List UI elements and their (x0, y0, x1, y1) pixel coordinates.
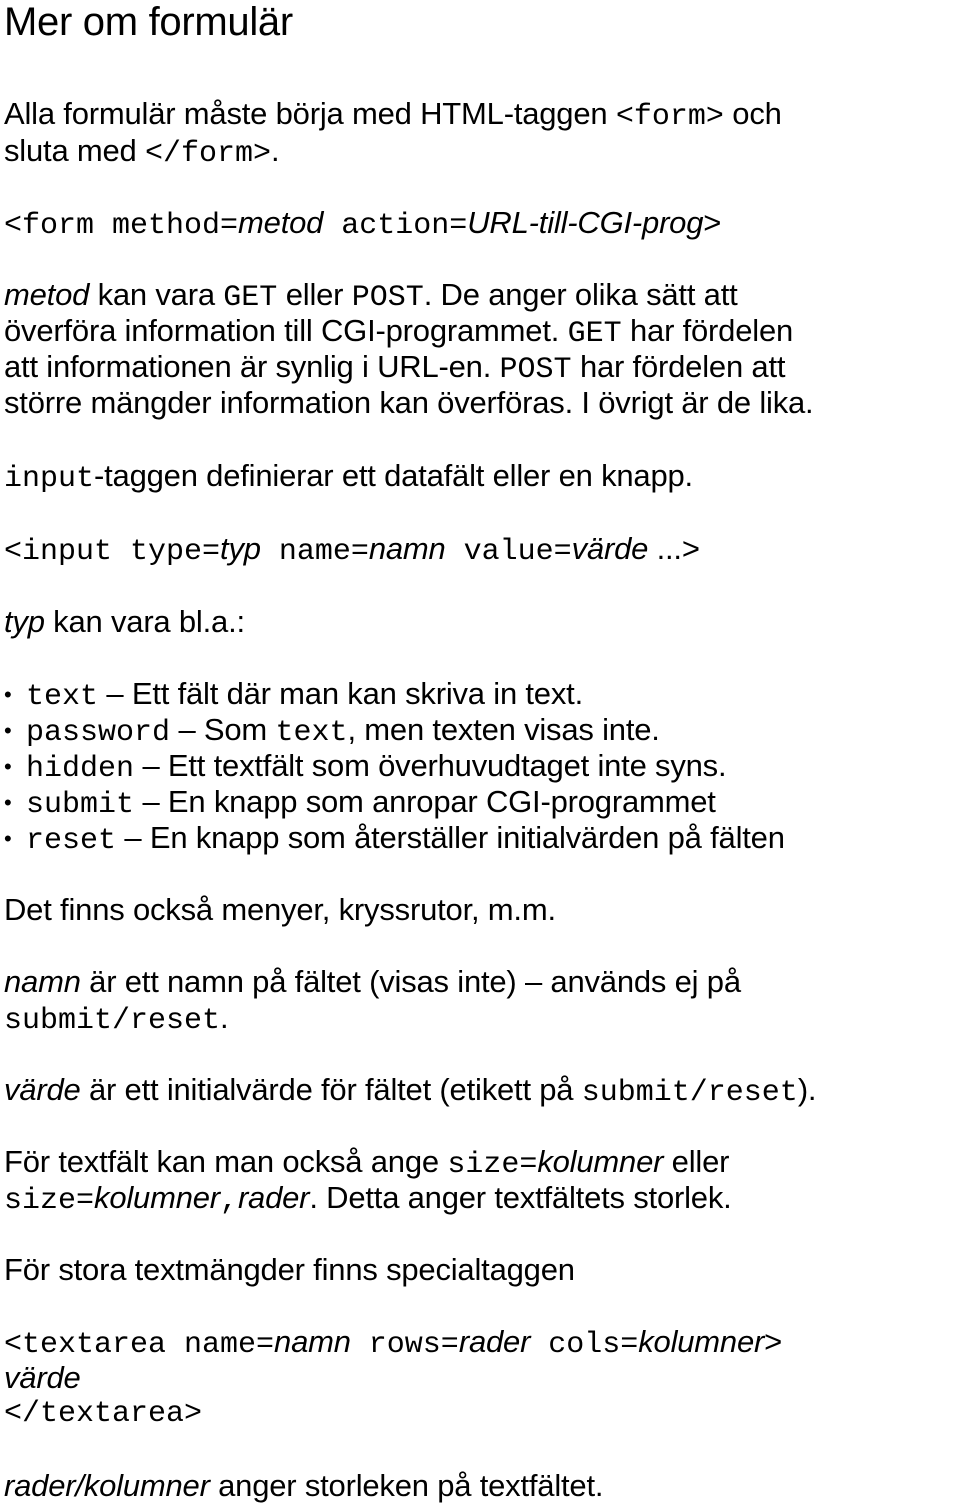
placeholder-namn: namn (368, 531, 446, 566)
text: > (703, 205, 722, 240)
text: – En knapp som anropar CGI-programmet (134, 784, 716, 819)
text: , men texten visas inte. (347, 712, 660, 747)
text: är ett initialvärde för fältet (etikett på (80, 1072, 582, 1107)
textarea-size-note (4, 1468, 603, 1504)
textarea-intro: För stora textmängder finns specialtaggen (4, 1252, 575, 1287)
code: value= (445, 535, 572, 569)
bullet-icon: • (4, 826, 12, 851)
code: cols= (530, 1328, 639, 1362)
namn-line-2 (4, 1000, 228, 1039)
typ-intro (4, 604, 245, 640)
code-type: submit (26, 788, 135, 822)
text: eller (663, 1144, 730, 1179)
text: är ett namn på fältet (visas inte) – används ej på (80, 964, 741, 999)
term-typ: typ (4, 604, 45, 639)
term-rader: rader (4, 1468, 76, 1503)
code-size: size= (447, 1148, 538, 1182)
method-line-3 (4, 349, 785, 388)
other-elements-note: Det finns också menyer, kryssrutor, m.m. (4, 892, 556, 927)
text: För textfält kan man också ange (4, 1144, 448, 1179)
intro-line-1 (4, 96, 782, 135)
code-type: text (26, 680, 99, 714)
placeholder-rader: rader (237, 1180, 310, 1215)
code: <form method= (4, 209, 239, 243)
text: anger storleken på textfältet. (209, 1468, 604, 1503)
code-submit-reset: submit/reset (581, 1076, 798, 1110)
slash: / (75, 1468, 84, 1503)
placeholder-typ: typ (220, 531, 261, 566)
code-get: GET (567, 317, 622, 351)
placeholder-varde: värde (571, 531, 649, 566)
text: och (723, 96, 782, 131)
text: – Som (170, 712, 276, 747)
bullet-icon: • (4, 790, 12, 815)
text: > (764, 1324, 783, 1359)
placeholder-kolumner: kolumner (94, 1180, 220, 1215)
placeholder-kolumner: kolumner (638, 1324, 765, 1359)
list-item (4, 784, 716, 823)
placeholder-kolumner: kolumner (537, 1144, 664, 1179)
text: . (220, 1000, 229, 1035)
placeholder-metod: metod (238, 205, 324, 240)
code-input: input (4, 462, 95, 496)
list-item (4, 676, 583, 715)
text: . De anger olika sätt att (423, 277, 738, 312)
text: ...> (648, 531, 700, 566)
code-type: hidden (26, 752, 135, 786)
text: sluta med (4, 133, 146, 168)
code-type: text (275, 716, 348, 750)
text: har fördelen (621, 313, 794, 348)
text: har fördelen att (571, 349, 786, 384)
code-size: size= (4, 1184, 95, 1218)
code-form-open: <form> (615, 100, 724, 134)
code-get: GET (223, 281, 278, 315)
term-metod: metod (4, 277, 90, 312)
text: – Ett textfält som överhuvudtaget inte syns. (134, 748, 727, 783)
textarea-syntax-line-1 (4, 1324, 782, 1363)
method-line-1 (4, 277, 738, 316)
list-item (4, 748, 726, 787)
text: ). (797, 1072, 817, 1107)
code: action= (323, 209, 468, 243)
text: kan vara bl.a.: (44, 604, 245, 639)
form-syntax (4, 205, 721, 244)
text: att informationen är synlig i URL-en. (4, 349, 500, 384)
bullet-icon: • (4, 754, 12, 779)
text: eller (277, 277, 352, 312)
code: <input type= (4, 535, 221, 569)
code: name= (260, 535, 369, 569)
textarea-syntax-line-3: </textarea> (4, 1397, 203, 1431)
namn-line-1 (4, 964, 741, 1000)
input-tag-description (4, 458, 693, 497)
code-comma: , (219, 1184, 238, 1218)
text: kan vara (89, 277, 224, 312)
text: . (271, 133, 280, 168)
text: . Detta anger textfältets storlek. (309, 1180, 732, 1215)
code-type: password (26, 716, 171, 750)
code-post: POST (351, 281, 424, 315)
method-line-4: större mängder information kan överföras. I övrigt är de lika. (4, 385, 814, 420)
text: – Ett fält där man kan skriva in text. (98, 676, 583, 711)
placeholder-rader: rader (458, 1324, 531, 1359)
text: – En knapp som återställer initialvärden på fälten (116, 820, 785, 855)
textarea-syntax-line-2: värde (4, 1360, 81, 1395)
term-namn: namn (4, 964, 81, 999)
bullet-icon: • (4, 682, 12, 707)
varde-line (4, 1072, 816, 1111)
text: -taggen definierar ett datafält eller en knapp. (94, 458, 693, 493)
term-varde: värde (4, 1072, 81, 1107)
code: rows= (350, 1328, 459, 1362)
list-item (4, 820, 785, 859)
bullet-icon: • (4, 718, 12, 743)
input-syntax (4, 531, 700, 570)
method-line-2 (4, 313, 793, 352)
code-post: POST (499, 353, 572, 387)
placeholder-namn: namn (274, 1324, 351, 1359)
placeholder-url: URL-till-CGI-prog (467, 205, 704, 240)
code-submit-reset: submit/reset (4, 1004, 221, 1038)
size-line-2 (4, 1180, 732, 1219)
intro-line-2 (4, 133, 279, 172)
text: Alla formulär måste börja med HTML-taggen (4, 96, 616, 131)
code: <textarea name= (4, 1328, 275, 1362)
size-line-1 (4, 1144, 729, 1183)
text: överföra information till CGI-programmet. (4, 313, 568, 348)
page-title: Mer om formulär (4, 0, 293, 44)
term-kolumner: kolumner (83, 1468, 210, 1503)
code-type: reset (26, 824, 117, 858)
list-item (4, 712, 660, 751)
code-form-close: </form> (145, 137, 272, 171)
